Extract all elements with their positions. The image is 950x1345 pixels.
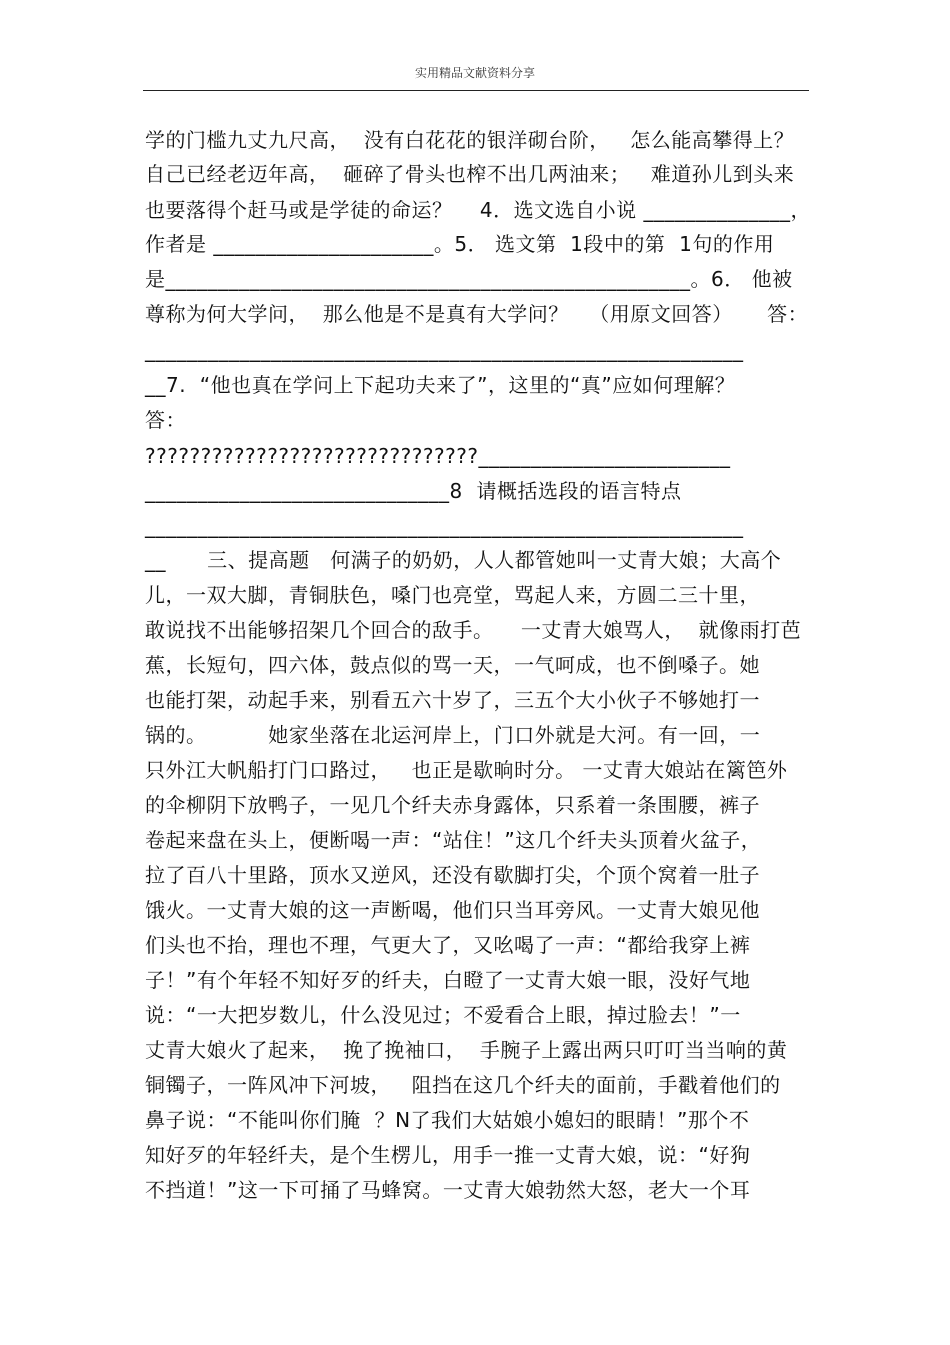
text-line: 敢说找不出能够招架几个回合的敌手。 一丈青大娘骂人， 就像雨打芭 bbox=[145, 618, 802, 642]
text-line: 儿，一双大脚，青铜肤色，嗓门也亮堂，骂起人来，方圆二三十里， bbox=[145, 583, 760, 607]
text-line: ??????????????????????????????________________________ bbox=[145, 444, 731, 468]
text-line: 们头也不抬，理也不理，气更大了，又吆喝了一声：“都给我穿上裤 bbox=[145, 933, 751, 957]
header-rule bbox=[143, 90, 809, 91]
text-line: 只外江大帆船打门口路过， 也正是歇晌时分。 一丈青大娘站在篱笆外 bbox=[145, 758, 788, 782]
text-line: 也能打架，动起手来，别看五六十岁了，三五个大小伙子不够她打一 bbox=[145, 688, 760, 712]
text-line: __7. “他也真在学问上下起功夫来了”，这里的“真”应如何理解？ bbox=[145, 373, 736, 397]
text-line: 也要落得个赶马或是学徒的命运？ 4．选文选自小说 ______________， bbox=[145, 198, 812, 222]
text-line: 是__________________________________________________。6． 他被 bbox=[145, 267, 793, 291]
text-line: 自己已经老迈年高， 砸碎了骨头也榨不出几两油来； 难道孙儿到头来 bbox=[145, 162, 795, 186]
text-line: 作者是 _____________________。5． 选文第 1段中的第 1句的作用 bbox=[145, 232, 775, 256]
text-line: 铜镯子，一阵风冲下河坡， 阻挡在这几个纤夫的面前，手戳着他们的 bbox=[145, 1073, 781, 1097]
text-line: 尊称为何大学问， 那么他是不是真有大学问？ （用原文回答） 答： bbox=[145, 302, 809, 326]
text-line: 拉了百八十里路，顶水又逆风，还没有歇脚打尖，个顶个窝着一肚子 bbox=[145, 863, 760, 887]
text-line: 的伞柳阴下放鸭子，一见几个纤夫赤身露体，只系着一条围腰，裤子 bbox=[145, 793, 760, 817]
text-line: _________________________________________________________ bbox=[145, 338, 744, 362]
page-header: 实用精品文献资料分享 bbox=[414, 66, 535, 80]
text-line: 卷起来盘在头上，便断喝一声：“站住！”这几个纤夫头顶着火盆子， bbox=[145, 828, 762, 852]
text-line: 说：“一大把岁数儿，什么没见过；不爱看合上眼，掉过脸去！”一 bbox=[145, 1003, 741, 1027]
text-line: 蕉，长短句，四六体，鼓点似的骂一天，一气呵成，也不倒嗓子。她 bbox=[145, 653, 760, 677]
text-line: 知好歹的年轻纤夫，是个生楞儿，用手一推一丈青大娘，说：“好狗 bbox=[145, 1143, 751, 1167]
text-line: 答： bbox=[145, 408, 186, 432]
text-line: 锅的。 她家坐落在北运河岸上，门口外就是大河。有一回，一 bbox=[145, 723, 761, 747]
text-line: 不挡道！”这一下可捅了马蜂窝。一丈青大娘勃然大怒，老大一个耳 bbox=[145, 1178, 751, 1202]
text-line: 丈青大娘火了起来， 挽了挽袖口， 手腕子上露出两只叮叮当当响的黄 bbox=[145, 1038, 788, 1062]
text-line: 子！”有个年轻不知好歹的纤夫，白瞪了一丈青大娘一眼，没好气地 bbox=[145, 968, 751, 992]
text-line: 学的门槛九丈九尺高， 没有白花花的银洋砌台阶， 怎么能高攀得上？ bbox=[145, 128, 795, 152]
text-line: _____________________________8 请概括选段的语言特点 bbox=[145, 479, 682, 503]
text-line: __ 三、提高题 何满子的奶奶，人人都管她叫一丈青大娘；大高个 bbox=[145, 548, 782, 572]
text-line: 鼻子说：“不能叫你们腌 ？N了我们大姑娘小媳妇的眼睛！”那个不 bbox=[145, 1108, 750, 1132]
text-line: _________________________________________________________ bbox=[145, 514, 744, 538]
text-line: 饿火。一丈青大娘的这一声断喝，他们只当耳旁风。一丈青大娘见他 bbox=[145, 898, 760, 922]
